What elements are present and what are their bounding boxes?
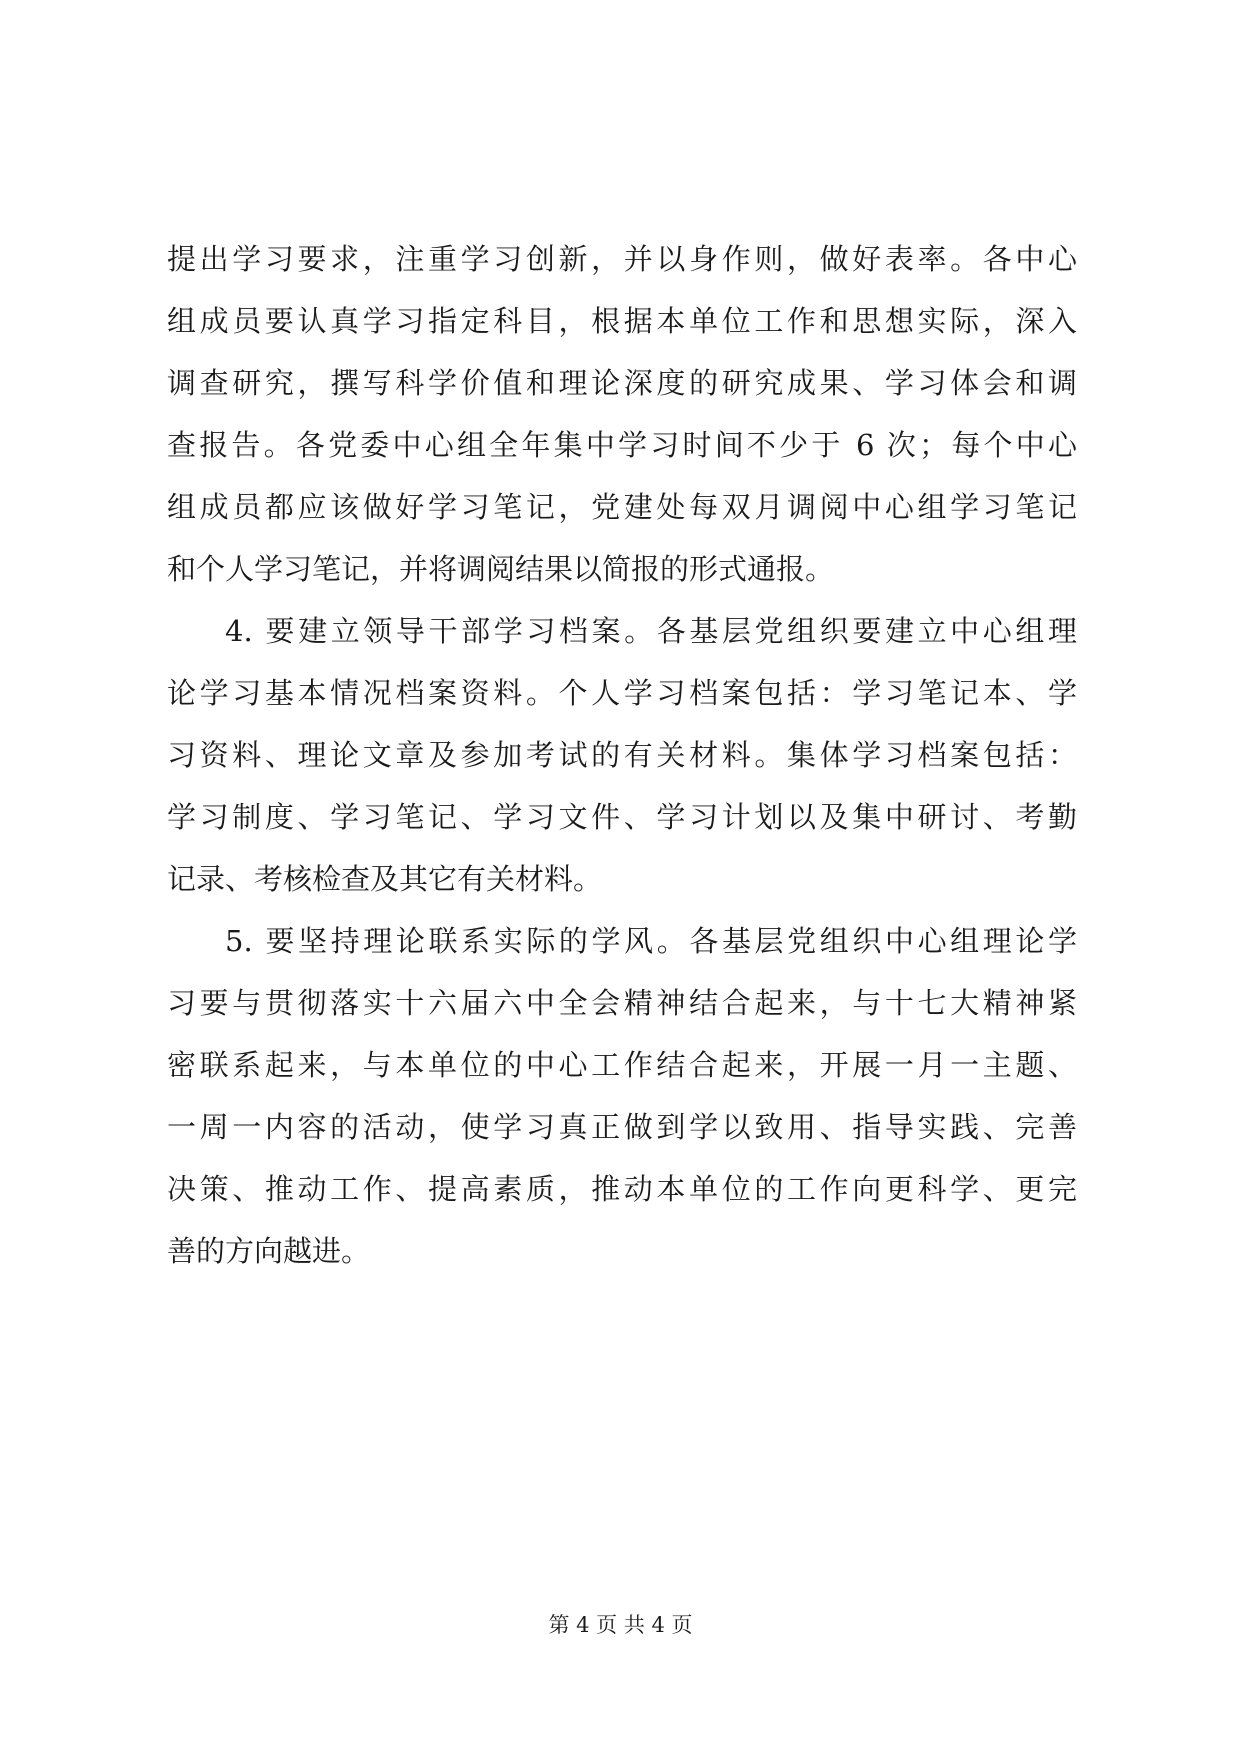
text-line: 决策、推动工作、提高素质，推动本单位的工作向更科学、更完 [167,1172,1077,1206]
text-line: 和个人学习笔记，并将调阅结果以简报的形式通报。 [167,552,835,586]
text-line: 查报告。各党委中心组全年集中学习时间不少于 6 次；每个中心 [167,428,1077,462]
text-line: 记录、考核检查及其它有关材料。 [167,862,603,896]
text-line: 密联系起来，与本单位的中心工作结合起来，开展一月一主题、 [167,1048,1077,1082]
text-line: 组成员都应该做好学习笔记，党建处每双月调阅中心组学习笔记 [167,490,1077,524]
paragraph-4-first-line: 4. 要建立领导干部学习档案。各基层党组织要建立中心组理 [225,614,1077,648]
text-line: 论学习基本情况档案资料。个人学习档案包括：学习笔记本、学 [167,676,1077,710]
body-text [167,228,1077,1282]
text-line: 习要与贯彻落实十六届六中全会精神结合起来，与十七大精神紧 [167,986,1077,1020]
page-footer [0,1610,1241,1640]
text-line: 习资料、理论文章及参加考试的有关材料。集体学习档案包括： [167,738,1077,772]
text-line: 调查研究，撰写科学价值和理论深度的研究成果、学习体会和调 [167,366,1077,400]
text-line: 组成员要认真学习指定科目，根据本单位工作和思想实际，深入 [167,304,1077,338]
paragraph-5-first-line: 5. 要坚持理论联系实际的学风。各基层党组织中心组理论学 [225,924,1077,958]
text-line: 学习制度、学习笔记、学习文件、学习计划以及集中研讨、考勤 [167,800,1077,834]
text-line: 善的方向越进。 [167,1234,371,1268]
page-number-label: 第 4 页 共 4 页 [548,1613,693,1637]
text-line: 提出学习要求，注重学习创新，并以身作则，做好表率。各中心 [167,242,1077,276]
text-line: 一周一内容的活动，使学习真正做到学以致用、指导实践、完善 [167,1110,1077,1144]
